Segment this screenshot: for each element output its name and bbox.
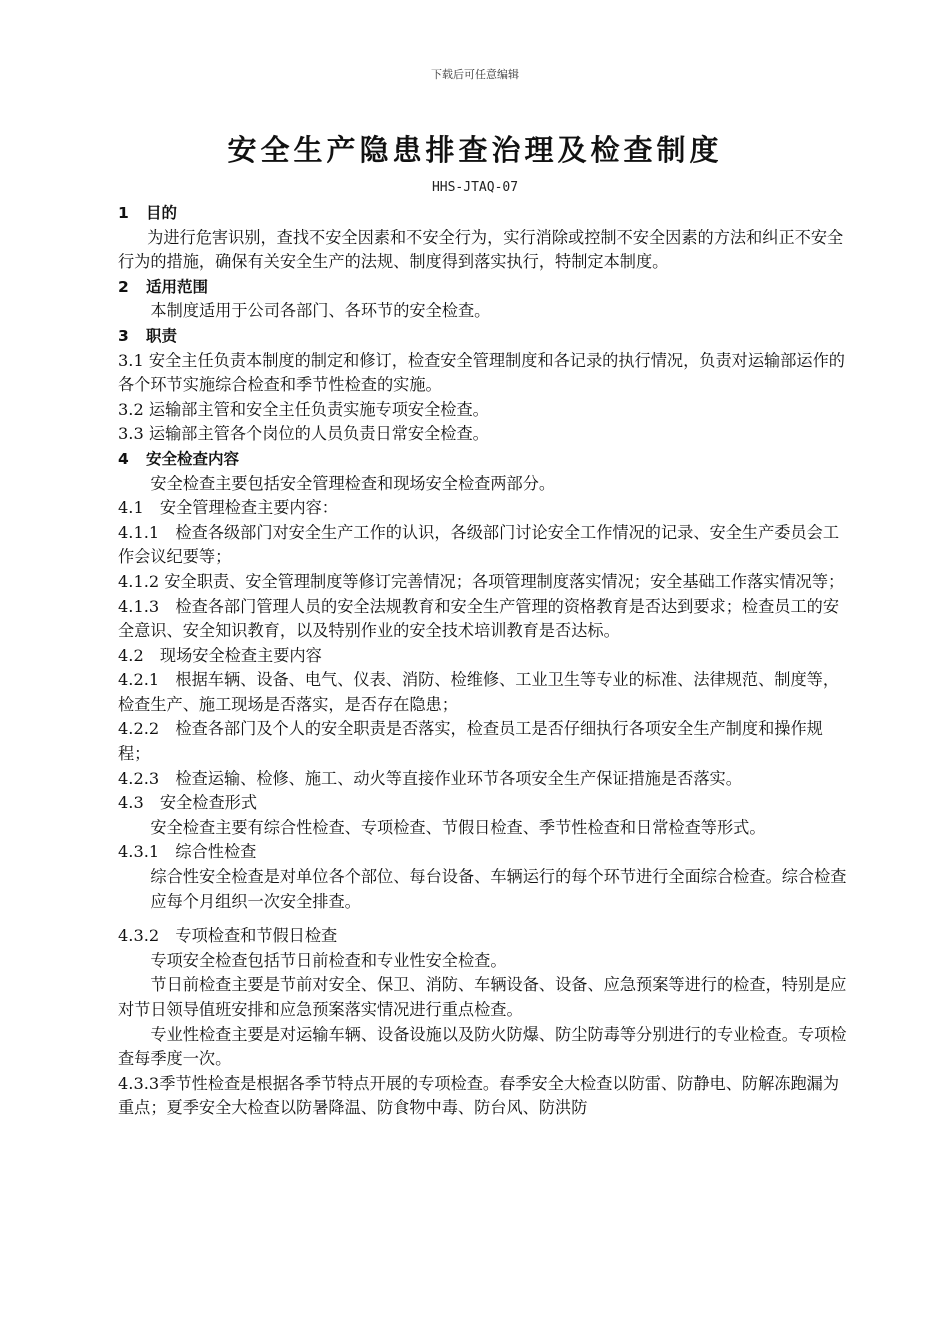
section-heading	[118, 324, 848, 349]
paragraph: 专业性检查主要是对运输车辆、设备设施以及防火防爆、防尘防毒等分别进行的专业检查。专项检查每季度一次。	[118, 1024, 847, 1069]
paragraph: 节日前检查主要是节前对安全、保卫、消防、车辆设备、设备、应急预案等进行的检查，特别是应对节日领导值班安排和应急预案落实情况进行重点检查。	[118, 975, 847, 1019]
section-title: 安全检查内容	[146, 449, 240, 468]
paragraph: 本制度适用于公司各部门、各环节的安全检查。	[150, 301, 491, 321]
paragraph: 综合性安全检查是对单位各个部位、每台设备、车辆运行的每个环节进行全面综合检查。综合检查应每个月组织一次安全排查。	[150, 867, 847, 911]
clause: 4.3 安全检查形式	[118, 793, 258, 813]
clause: 4.3.1 综合性检查	[118, 842, 257, 862]
document-code: HHS-JTAQ-07	[431, 180, 519, 195]
clause: 4.1 安全管理检查主要内容：	[118, 498, 338, 518]
header-note: 下载后可任意编辑	[431, 68, 519, 81]
paragraph: 为进行危害识别，查找不安全因素和不安全行为，实行消除或控制不安全因素的方法和纠正不安全行为的措施，确保有关安全生产的法规、制度得到落实执行，特制定本制度。	[118, 227, 844, 272]
clause: 4.3.2 专项检查和节假日检查	[118, 926, 338, 946]
section-heading	[118, 447, 848, 472]
clause: 4.1.1 检查各级部门对安全生产工作的认识，各级部门讨论安全工作情况的记录、安全生产委员会工作会议纪要等；	[118, 522, 840, 567]
clause: 4.3.3季节性检查是根据各季节特点开展的专项检查。春季安全大检查以防雷、防静电、防解冻跑漏为重点；夏季安全大检查以防暑降温、防食物中毒、防台风、防洪防	[118, 1073, 840, 1118]
section-heading	[118, 201, 848, 226]
section-title: 职责	[146, 326, 178, 345]
section-heading	[118, 275, 848, 300]
clause: 4.2 现场安全检查主要内容	[118, 645, 322, 665]
section-title: 目的	[146, 204, 178, 222]
section-number: 3	[118, 326, 129, 345]
section-number: 2	[118, 277, 129, 296]
clause: 4.1.2 安全职责、安全管理制度等修订完善情况；各项管理制度落实情况；安全基础工作落实情况等；	[118, 571, 845, 591]
clause: 4.2.2 检查各部门及个人的安全职责是否落实，检查员工是否仔细执行各项安全生产制度和操作规程；	[118, 719, 823, 764]
clause: 3.2 运输部主管和安全主任负责实施专项安全检查。	[118, 399, 489, 419]
section-title: 适用范围	[146, 277, 209, 296]
section-number: 4	[118, 449, 129, 468]
page-title: 安全生产隐患排查治理及检查制度	[227, 133, 723, 167]
spacer	[118, 914, 848, 924]
clause: 4.1.3 检查各部门管理人员的安全法规教育和安全生产管理的资格教育是否达到要求；检查员工的安全意识、安全知识教育，以及特别作业的安全技术培训教育是否达标。	[118, 596, 840, 641]
paragraph: 安全检查主要包括安全管理检查和现场安全检查两部分。	[150, 473, 556, 493]
paragraph: 安全检查主要有综合性检查、专项检查、节假日检查、季节性检查和日常检查等形式。	[150, 817, 766, 837]
section-number: 1	[118, 204, 129, 222]
paragraph: 专项安全检查包括节日前检查和专业性安全检查。	[150, 950, 507, 970]
clause: 3.1 安全主任负责本制度的制定和修订，检查安全管理制度和各记录的执行情况，负责对运输部运作的各个环节实施综合检查和季节性检查的实施。	[118, 350, 845, 395]
clause: 3.3 运输部主管各个岗位的人员负责日常安全检查。	[118, 424, 489, 444]
clause: 4.2.3 检查运输、检修、施工、动火等直接作业环节各项安全生产保证措施是否落实。	[118, 768, 742, 788]
clause: 4.2.1 根据车辆、设备、电气、仪表、消防、检维修、工业卫生等专业的标准、法律规范、制度等，检查生产、施工现场是否落实，是否存在隐患；	[118, 670, 840, 714]
document-body	[118, 201, 848, 1121]
